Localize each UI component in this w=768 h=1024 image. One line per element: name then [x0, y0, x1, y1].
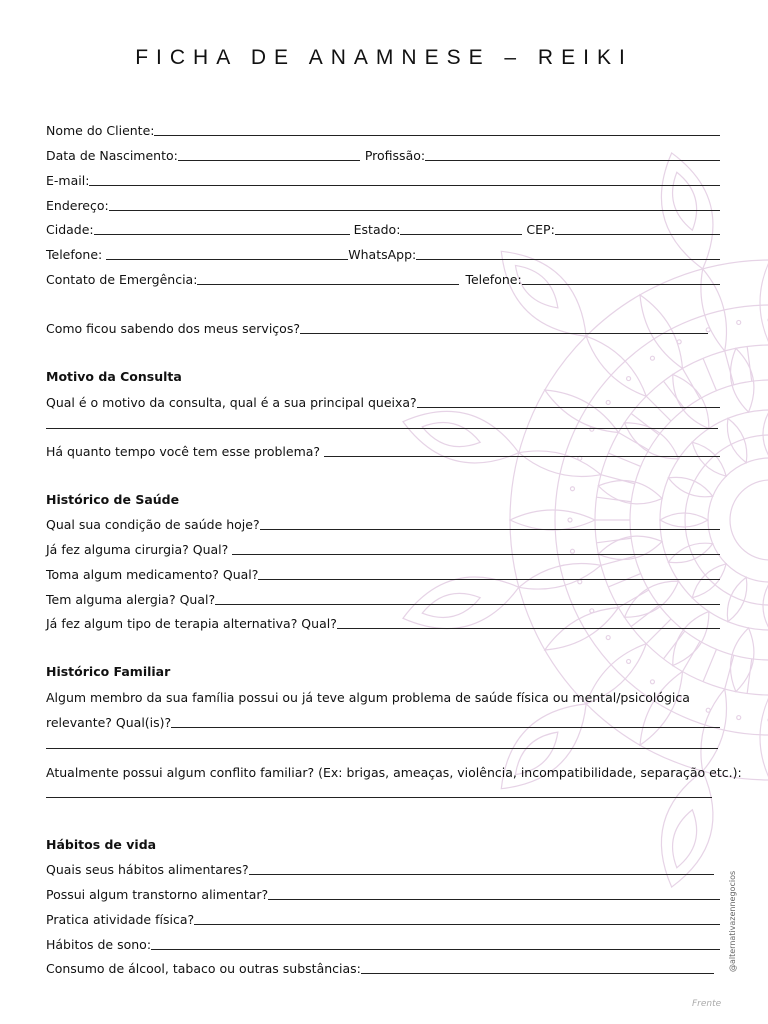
input-line-estado[interactable] — [400, 234, 522, 235]
label-nome: Nome do Cliente: — [46, 123, 155, 138]
label-telefone: Telefone: — [46, 247, 103, 262]
field-cidade-estado-cep[interactable] — [46, 217, 720, 239]
field-motivo-queixa[interactable] — [46, 390, 720, 412]
input-line-conflito-familiar[interactable] — [46, 797, 712, 798]
input-line-como-soube[interactable] — [300, 333, 708, 334]
input-line-alergia[interactable] — [215, 604, 720, 605]
page-title: FICHA DE ANAMNESE – REIKI — [135, 46, 633, 69]
label-alergia: Tem alguma alergia? Qual? — [46, 592, 216, 607]
input-line-cirurgia[interactable] — [232, 554, 720, 555]
field-atividade-fisica[interactable] — [46, 907, 720, 929]
input-line-nascimento[interactable] — [178, 160, 360, 161]
field-alergia[interactable] — [46, 587, 720, 609]
input-line-condicao-saude[interactable] — [260, 529, 720, 530]
label-atividade-fisica: Pratica atividade física? — [46, 912, 195, 927]
field-nome[interactable] — [46, 118, 720, 140]
label-familia-qual: relevante? Qual(is)? — [46, 715, 172, 730]
input-line-email[interactable] — [89, 185, 720, 186]
input-line-profissao[interactable] — [425, 160, 720, 161]
field-nascimento-profissao[interactable] — [46, 143, 720, 165]
input-line-cep[interactable] — [555, 234, 720, 235]
field-habitos-alimentares[interactable] — [46, 857, 714, 879]
field-telefone-whatsapp[interactable] — [46, 242, 720, 264]
input-line-emergencia[interactable] — [197, 284, 459, 285]
input-line-atividade-fisica[interactable] — [194, 924, 720, 925]
field-consumo-substancias[interactable] — [46, 956, 714, 978]
field-habitos-sono[interactable] — [46, 932, 720, 954]
section-heading-familiar: Histórico Familiar — [46, 664, 171, 679]
label-cidade: Cidade: — [46, 222, 94, 237]
input-line-medicamento[interactable] — [258, 579, 720, 580]
field-familia-qual[interactable] — [46, 710, 720, 732]
input-line-transtorno-alimentar[interactable] — [268, 899, 720, 900]
label-email: E-mail: — [46, 173, 90, 188]
field-emergencia[interactable] — [46, 267, 720, 289]
field-condicao-saude[interactable] — [46, 512, 720, 534]
label-condicao-saude: Qual sua condição de saúde hoje? — [46, 517, 260, 532]
field-familia-problema-text — [46, 685, 720, 707]
field-endereco[interactable] — [46, 193, 720, 215]
label-telefone-emergencia: Telefone: — [465, 272, 522, 287]
label-familia-problema: Algum membro da sua família possui ou já teve algum problema de saúde física ou mental/psicológica — [46, 690, 690, 705]
section-heading-motivo: Motivo da Consulta — [46, 369, 182, 384]
input-line-motivo-extra[interactable] — [46, 428, 718, 429]
field-tempo-problema[interactable] — [46, 439, 720, 461]
section-heading-saude: Histórico de Saúde — [46, 492, 180, 507]
label-habitos-sono: Hábitos de sono: — [46, 937, 152, 952]
page-footer-label: Frente — [692, 999, 722, 1009]
input-line-nome[interactable] — [154, 135, 720, 136]
field-cirurgia[interactable] — [46, 537, 720, 559]
label-consumo-substancias: Consumo de álcool, tabaco ou outras substâncias: — [46, 961, 361, 976]
input-line-familia-qual[interactable] — [171, 727, 720, 728]
label-cirurgia: Já fez alguma cirurgia? Qual? — [46, 542, 229, 557]
input-line-endereco[interactable] — [109, 210, 720, 211]
label-habitos-alimentares: Quais seus hábitos alimentares? — [46, 862, 249, 877]
input-line-telefone[interactable] — [106, 259, 348, 260]
label-profissao: Profissão: — [364, 148, 426, 163]
label-tempo-problema: Há quanto tempo você tem esse problema? — [46, 444, 321, 459]
label-transtorno-alimentar: Possui algum transtorno alimentar? — [46, 887, 269, 902]
section-heading-habitos: Hábitos de vida — [46, 837, 157, 852]
input-line-tempo-problema[interactable] — [324, 456, 720, 457]
label-terapia-alternativa: Já fez algum tipo de terapia alternativa? Qual? — [46, 616, 337, 631]
input-line-habitos-sono[interactable] — [151, 949, 720, 950]
label-nascimento: Data de Nascimento: — [46, 148, 178, 163]
input-line-telefone-emergencia[interactable] — [522, 284, 720, 285]
label-como-soube: Como ficou sabendo dos meus serviços? — [46, 321, 300, 336]
side-credit: @alternativazennegocios — [728, 870, 737, 972]
input-line-cidade[interactable] — [94, 234, 350, 235]
field-terapia-alternativa[interactable] — [46, 611, 720, 633]
field-conflito-familiar — [46, 760, 742, 782]
label-estado: Estado: — [353, 222, 401, 237]
input-line-terapia-alternativa[interactable] — [337, 628, 720, 629]
label-emergencia: Contato de Emergência: — [46, 272, 198, 287]
label-medicamento: Toma algum medicamento? Qual? — [46, 567, 259, 582]
field-email[interactable] — [46, 168, 720, 190]
field-transtorno-alimentar[interactable] — [46, 882, 720, 904]
label-motivo-queixa: Qual é o motivo da consulta, qual é a sua principal queixa? — [46, 395, 417, 410]
input-line-habitos-alimentares[interactable] — [249, 874, 714, 875]
field-medicamento[interactable] — [46, 562, 720, 584]
field-como-soube[interactable] — [46, 316, 708, 338]
input-line-consumo-substancias[interactable] — [361, 973, 714, 974]
label-whatsapp: WhatsApp: — [348, 247, 417, 262]
label-conflito-familiar: Atualmente possui algum conflito familiar? (Ex: brigas, ameaças, violência, incompatibilidade, separação etc.): — [46, 765, 742, 780]
input-line-whatsapp[interactable] — [416, 259, 720, 260]
label-endereco: Endereço: — [46, 198, 109, 213]
label-cep: CEP: — [526, 222, 555, 237]
input-line-motivo-queixa[interactable] — [417, 407, 720, 408]
input-line-familia-extra[interactable] — [46, 748, 718, 749]
